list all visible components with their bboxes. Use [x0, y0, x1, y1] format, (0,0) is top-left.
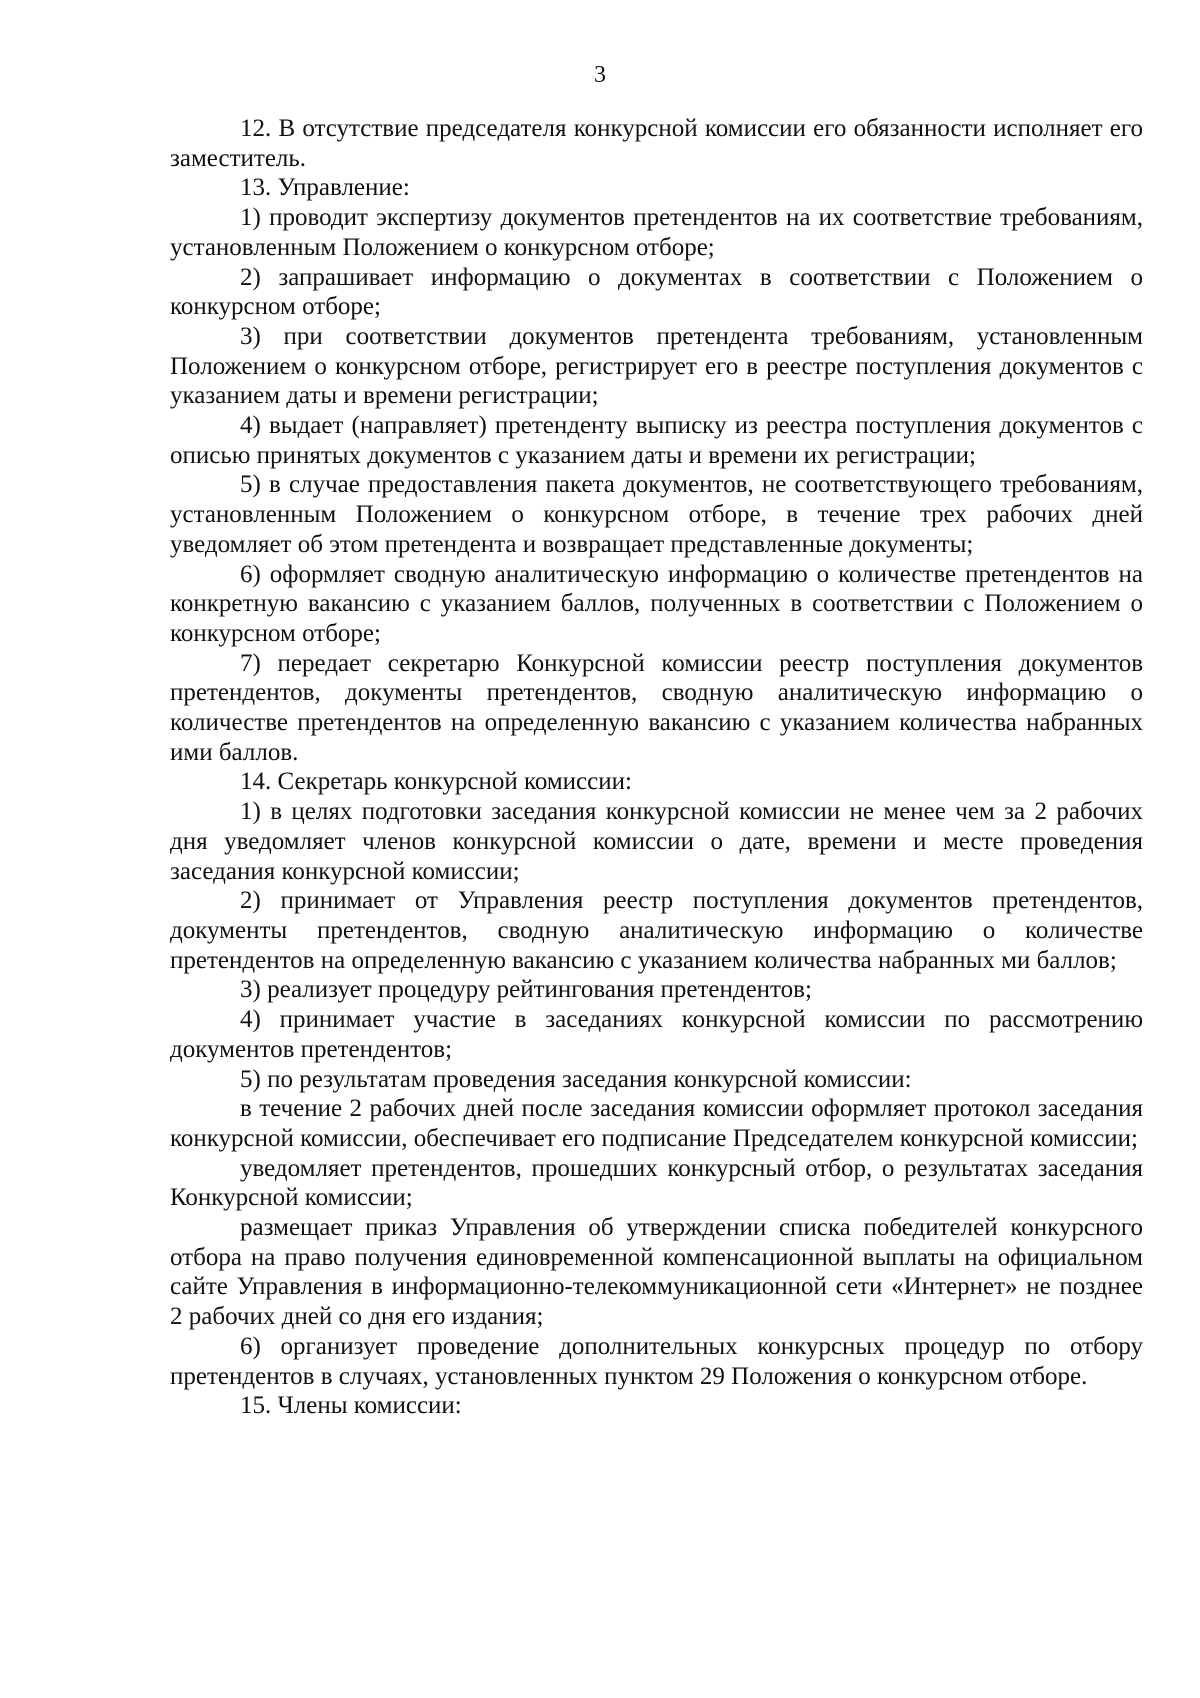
paragraph-13-item-6: 6) оформляет сводную аналитическую информацию о количестве претендентов на конкретную вакансию с указанием баллов, полученных в соответствии с Положением о конкурсном отборе;: [170, 560, 1143, 647]
paragraph-13-item-2: 2) запрашивает информацию о документах в соответствии с Положением о конкурсном отборе;: [170, 263, 1143, 321]
paragraph-13-item-4: 4) выдает (направляет) претенденту выписку из реестра поступления документов с описью принятых документов с указанием даты и времени их регистрации;: [170, 412, 1143, 469]
paragraph-13-item-3: 3) при соответствии документов претендента требованиям, установленным Положением о конкурсном отборе, регистрирует его в реестре поступления документов с указанием даты и времени регистрации;: [170, 322, 1143, 410]
paragraph-14-item-5-sub-3: размещает приказ Управления об утверждении списка победителей конкурсного отбора на право получения единовременной компенсационной выплаты на официальном сайте Управления в информационно-телекоммуникационной сети «Интернет» не позднее 2 рабочих дней со дня его издания;: [170, 1214, 1143, 1331]
paragraph-12: 12. В отсутствие председателя конкурсной комиссии его обязанности исполняет его заместитель.: [170, 115, 1143, 172]
paragraph-14-item-3: 3) реализует процедуру рейтингования претендентов;: [240, 976, 812, 1004]
page-number: 3: [594, 62, 606, 88]
paragraph-15-heading: 15. Члены комиссии:: [240, 1392, 462, 1420]
paragraph-14-item-5: 5) по результатам проведения заседания конкурсной комиссии:: [240, 1065, 912, 1093]
paragraph-14-item-5-sub-2: уведомляет претендентов, прошедших конкурсный отбор, о результатах заседания Конкурсной комиссии;: [170, 1154, 1143, 1212]
paragraph-14-item-4: 4) принимает участие в заседаниях конкурсной комиссии по рассмотрению документов претендентов;: [170, 1006, 1143, 1063]
paragraph-13-item-1: 1) проводит экспертизу документов претендентов на их соответствие требованиям, установленным Положением о конкурсном отборе;: [170, 204, 1143, 261]
paragraph-14-item-2: 2) принимает от Управления реестр поступления документов претендентов, документы претендентов, сводную аналитическую информацию о количестве претендентов на определенную вакансию с указанием количества набранных ми баллов;: [170, 887, 1143, 974]
paragraph-13-heading: 13. Управление:: [240, 174, 410, 202]
paragraph-14-item-5-sub-1: в течение 2 рабочих дней после заседания комиссии оформляет протокол заседания конкурсной комиссии, обеспечивает его подписание Председателем конкурсной комиссии;: [170, 1095, 1143, 1152]
document-body: [170, 114, 1143, 1421]
paragraph-13-item-7: 7) передает секретарю Конкурсной комиссии реестр поступления документов претендентов, документы претендентов, сводную аналитическую информацию о количестве претендентов на определенную вакансию с указанием количества набранных ими баллов.: [170, 649, 1143, 766]
paragraph-14-heading: 14. Секретарь конкурсной комиссии:: [240, 768, 632, 796]
paragraph-14-item-1: 1) в целях подготовки заседания конкурсной комиссии не менее чем за 2 рабочих дня уведомляет членов конкурсной комиссии о дате, времени и месте проведения заседания конкурсной комиссии;: [170, 798, 1143, 885]
paragraph-13-item-5: 5) в случае предоставления пакета документов, не соответствующего требованиям, установленным Положением о конкурсном отборе, в течение трех рабочих дней уведомляет об этом претендента и возвращает представленные документы;: [170, 471, 1143, 558]
paragraph-14-item-6: 6) организует проведение дополнительных конкурсных процедур по отбору претендентов в случаях, установленных пунктом 29 Положения о конкурсном отборе.: [170, 1332, 1143, 1390]
